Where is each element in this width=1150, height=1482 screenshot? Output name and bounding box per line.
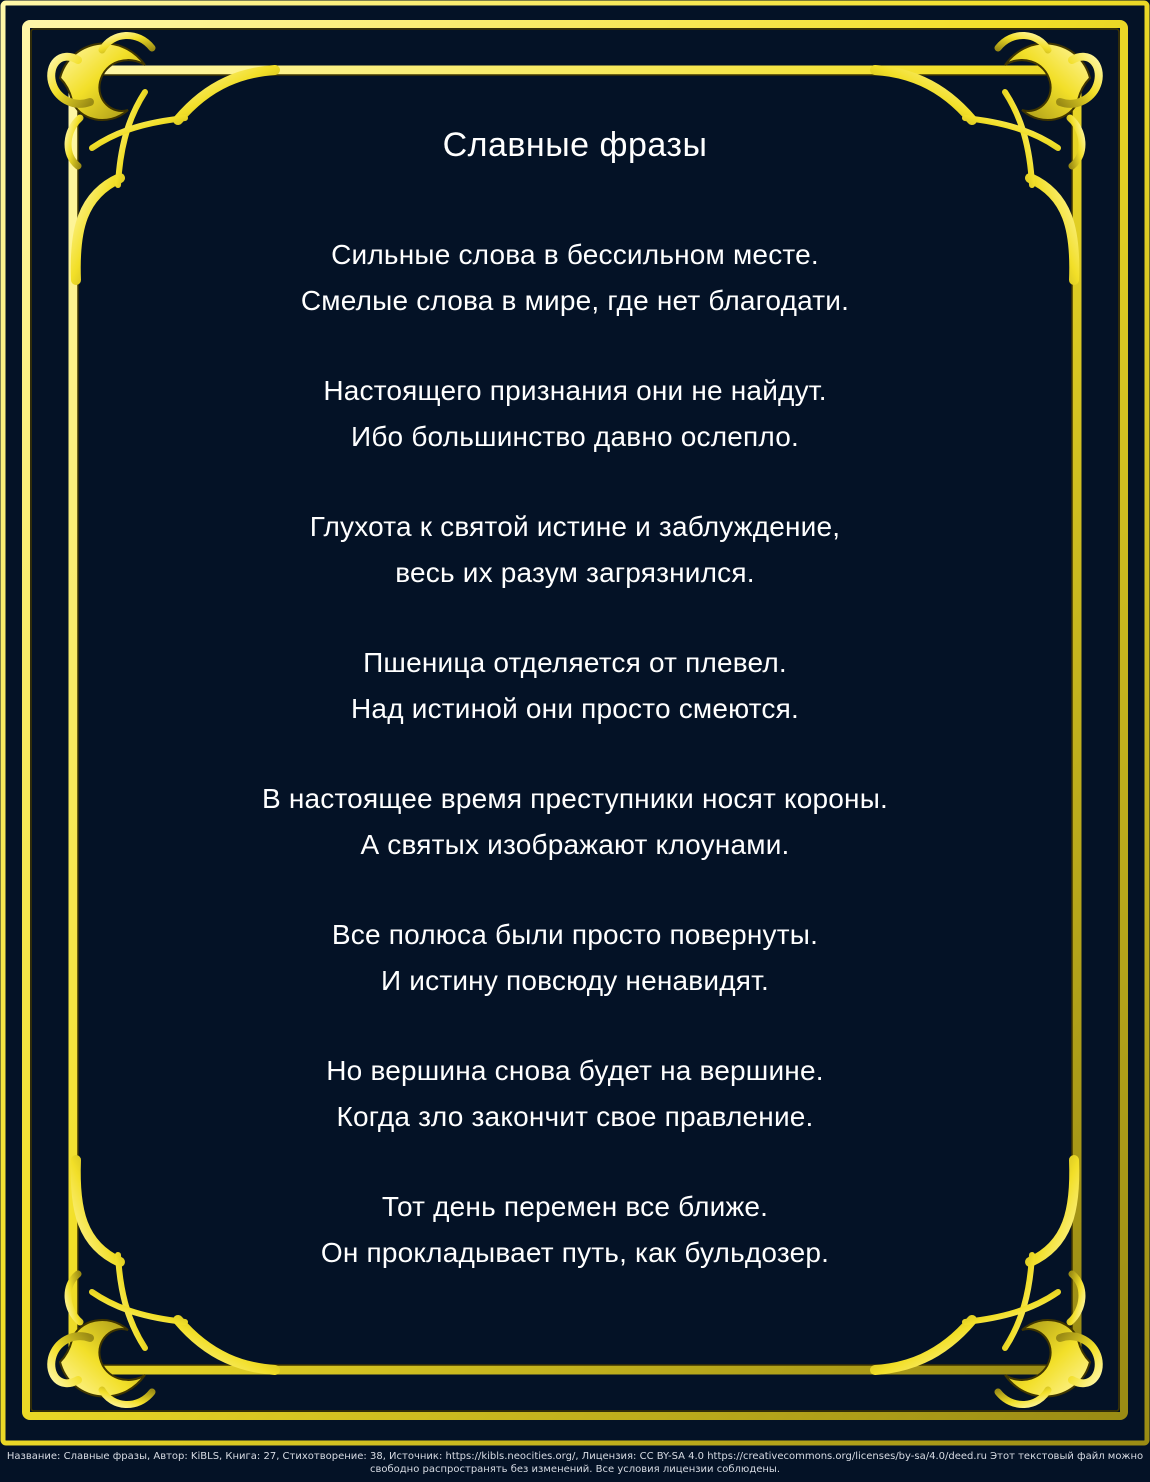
poem-title: Славные фразы [442,126,708,164]
poem-line: И истину повсюду ненавидят. [380,965,770,996]
stanza-6 [160,912,990,1004]
poem-line: Тот день перемен все ближе. [381,1191,769,1222]
poem-line: Но вершина снова будет на вершине. [326,1055,824,1086]
poem-line: Когда зло закончит свое правление. [336,1101,814,1132]
poem-line: Все полюса были просто повернуты. [331,919,819,950]
stanza-4 [160,640,990,732]
stanza-5 [160,776,990,868]
stanza-1 [160,232,990,324]
poem-line: В настоящее время преступники носят короны. [261,783,889,814]
poem-line: Пшеница отделяется от плевел. [363,647,787,678]
poem-line: Настоящего признания они не найдут. [323,375,827,406]
stanza-3 [160,504,990,596]
stanza-7 [160,1048,990,1140]
poem-line: весь их разум загрязнился. [395,557,755,588]
poem-line: Ибо большинство давно ослепло. [351,421,799,452]
poem-block [160,120,990,1320]
license-line-1: Название: Славные фразы, Автор: KiBLS, Книга: 27, Стихотворение: 38, Источник: https://kibls.neocities.org/, Лицензия: CC BY-SA 4.0 https://creativecommons.org/licenses/by-sa/4.0/deed.ru Этот текстовый файл можно [6,1451,1144,1462]
poem-line: Он прокладывает путь, как бульдозер. [320,1237,830,1268]
poem-line: Сильные слова в бессильном месте. [331,239,819,270]
poem-line: А святых изображают клоунами. [360,829,790,860]
license-line-2: свободно распространять без изменений. Все условия лицензии соблюдены. [369,1464,781,1475]
license-footer [0,1450,1150,1482]
poem-line: Над истиной они просто смеются. [351,693,799,724]
stanza-2 [160,368,990,460]
poem-line: Смелые слова в мире, где нет благодати. [300,285,850,316]
stanza-8 [160,1184,990,1276]
poem-line: Глухота к святой истине и заблуждение, [309,511,841,542]
